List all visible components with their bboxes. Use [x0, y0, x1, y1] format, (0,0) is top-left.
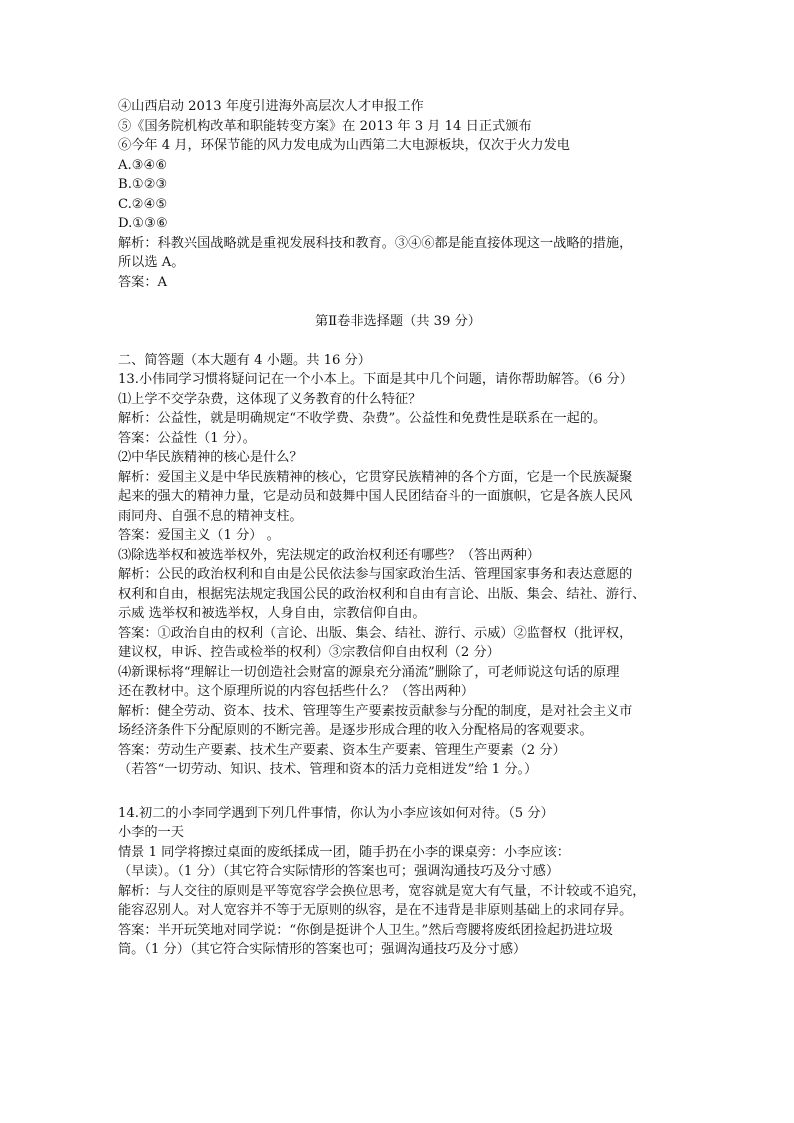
question-13: [118, 370, 678, 780]
q13-line: 还在教材中。这个原理所说的内容包括些什么？（答出两种）: [118, 684, 475, 699]
q12-option-d: D.①③⑥: [118, 216, 168, 231]
q14-line: 筒。（1 分）（其它符合实际情形的答案也可；强调沟通技巧及分寸感）: [118, 942, 527, 957]
q13-line: 权利和自由，根据宪法规定我国公民的政治权利和自由有言论、出版、集会、结社、游行、: [118, 586, 646, 602]
q12-item: ⑤《国务院机构改革和职能转变方案》在 2013 年 3 月 14 日正式颁布: [118, 118, 532, 134]
document-page: [118, 97, 678, 960]
q12-option-b: B.①②③: [118, 177, 168, 192]
q13-line: （若答“一切劳动、知识、技术、管理和资本的活力竞相迸发”给 1 分。）: [118, 762, 538, 777]
q14-line: 能容忍别人。对人宽容并不等于无原则的纵容，是在不违背是非原则基础上的求同存异。: [118, 903, 633, 918]
q13-line: 示威 选举权和被选举权，人身自由，宗教信仰自由。: [118, 606, 426, 621]
part-heading: 二、简答题（本大题有 4 小题。共 16 分）: [118, 352, 371, 368]
q13-line: 场经济条件下分配原则的不断完善。是逐步形成合理的收入分配格局的客观要求。: [118, 723, 593, 738]
spacer: [118, 292, 678, 312]
spacer: [118, 331, 678, 351]
q14-line: 解析：与人交往的原则是平等宽容学会换位思考，宽容就是宽大有气量，不计较或不追究，: [118, 883, 646, 899]
q14-line: （早读）。（1 分）（其它符合实际情形的答案也可；强调沟通技巧及分寸感）: [118, 864, 560, 879]
q13-line: 解析：公民的政治权利和自由是公民依法参与国家政治生活、管理国家事务和表达意愿的: [118, 567, 633, 582]
q13-line: ⑶除选举权和被选举权外，宪法规定的政治权利还有哪些？（答出两种）: [118, 547, 540, 563]
section-title: 第Ⅱ卷非选择题（共 39 分）: [314, 313, 481, 329]
q12-item: ⑥今年 4 月，环保节能的风力发电成为山西第二大电源板块，仅次于火力发电: [118, 138, 570, 153]
q13-line: 建议权，申诉、控告或检举的权利）③宗教信仰自由权利（2 分）: [118, 645, 500, 660]
q13-line: 答案：劳动生产要素、技术生产要素、资本生产要素、管理生产要素（2 分）: [118, 742, 566, 758]
q13-line: ⑴上学不交学杂费，这体现了义务教育的什么特征？: [118, 391, 422, 407]
q13-line: ⑵中华民族精神的核心是什么？: [118, 450, 303, 465]
q12-answer: 答案：A: [118, 274, 168, 290]
q14-line: 情景 1 同学将擦过桌面的废纸揉成一团，随手扔在小李的课桌旁：小李应该：: [118, 844, 570, 860]
q14-stem: 14.初二的小李同学遇到下列几件事情，你认为小李应该如何对待。（5 分）: [118, 805, 554, 821]
q13-line: 起来的强大的精神力量，它是动员和鼓舞中国人民团结奋斗的一面旗帜，它是各族人民风: [118, 489, 633, 504]
spacer: [118, 780, 678, 804]
q12-options: [118, 156, 678, 234]
q12-analysis: 解析：科教兴国战略就是重视发展科技和教育。③④⑥都是能直接体现这一战略的措施，: [118, 235, 633, 251]
q12-item: ④山西启动 2013 年度引进海外高层次人才申报工作: [118, 99, 424, 114]
q14-line: 小李的一天: [118, 825, 184, 840]
q13-line: 解析：公益性，就是明确规定“不收学费、杂费”。公益性和免费性是联系在一起的。: [118, 411, 607, 426]
q13-line: 答案：爱国主义（1 分） 。: [118, 528, 280, 543]
q12-items: [118, 97, 678, 156]
q12-analysis: 所以选 A。: [118, 255, 185, 270]
q13-line: 答案：公益性（1 分）。: [118, 430, 256, 446]
q13-line: ⑷新课标将“理解让一切创造社会财富的源泉充分涌流”删除了，可老师说这句话的原理: [118, 664, 620, 680]
q12-option-c: C.②④⑤: [118, 196, 168, 212]
q13-line: 解析：健全劳动、资本、技术、管理等生产要素按贡献参与分配的制度，是对社会主义市: [118, 703, 633, 719]
q14-line: 答案：半开玩笑地对同学说：“你倒是挺讲个人卫生。”然后弯腰将废纸团捡起扔进垃圾: [118, 922, 613, 938]
question-14: [118, 804, 678, 960]
q13-line: 答案：①政治自由的权利（言论、出版、集会、结社、游行、示威）②监督权（批评权，: [118, 625, 633, 641]
q13-line: 解析：爱国主义是中华民族精神的核心，它贯穿民族精神的各个方面，它是一个民族凝聚: [118, 469, 633, 485]
q12-option-a: A.③④⑥: [118, 157, 168, 173]
q13-line: 雨同舟、自强不息的精神支柱。: [118, 508, 303, 524]
q13-stem: 13.小伟同学习惯将疑问记在一个小本上。下面是其中几个问题，请你帮助解答。（6 分）: [118, 372, 633, 387]
